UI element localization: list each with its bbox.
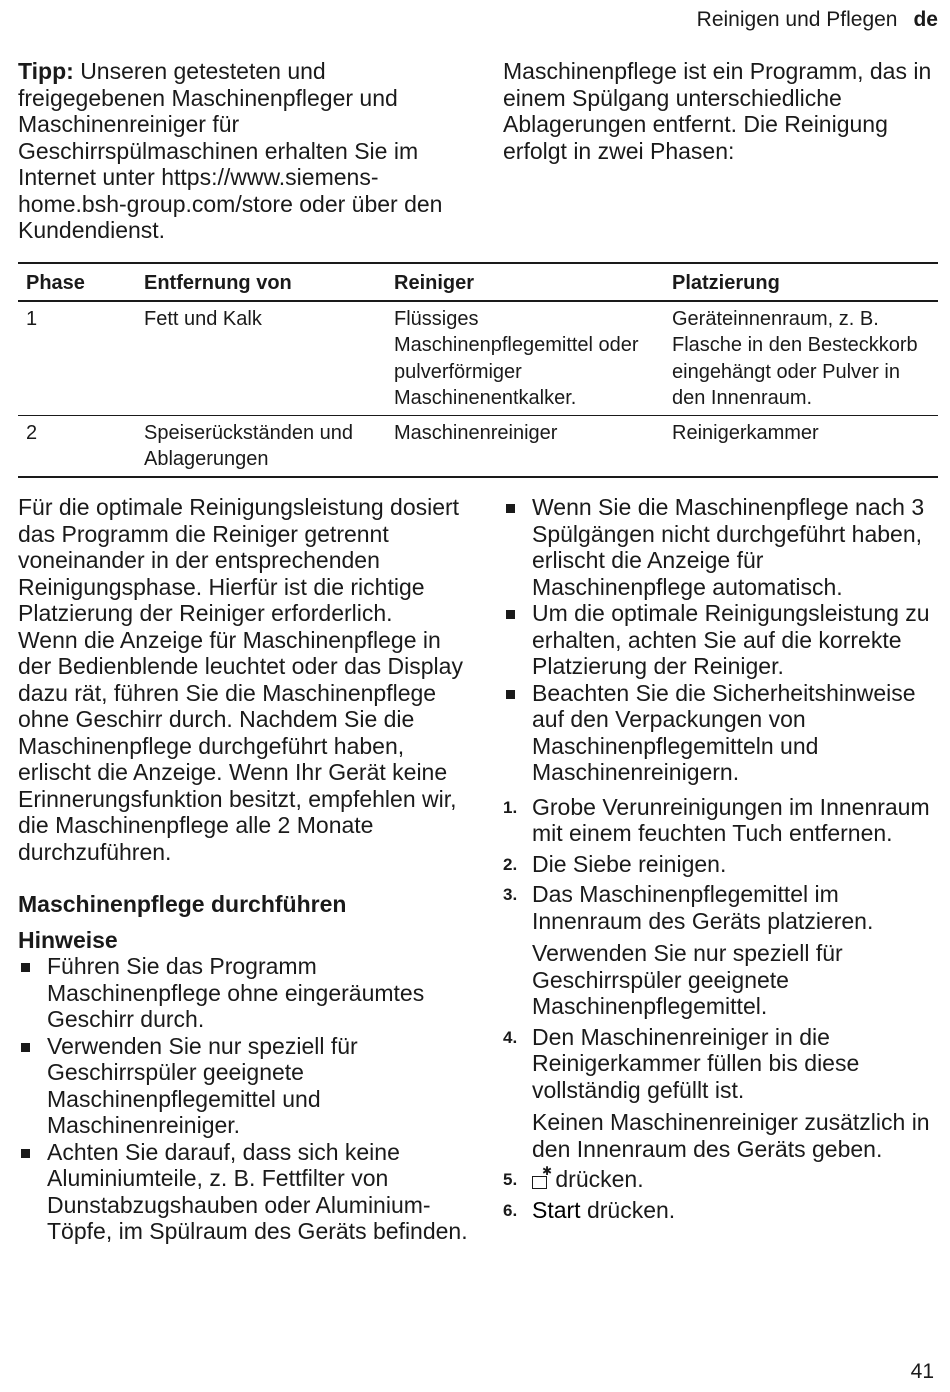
table-header-removal: Entfernung von	[136, 263, 386, 301]
step-text: Die Siebe reinigen.	[532, 850, 727, 877]
section-title: Reinigen und Pflegen	[696, 8, 898, 31]
step-text: drücken.	[555, 1166, 644, 1192]
step-number: 3.	[503, 885, 518, 904]
tip-block	[18, 58, 468, 244]
list-item: Achten Sie darauf, dass sich keine Aluminiumteile, z. B. Fettfilter von Dunstabzugshauben oder Aluminium-Töpfe, im Spülraum des Geräts befinden.	[18, 1139, 468, 1245]
notes-list-continued	[503, 494, 938, 786]
table-cell: Fett und Kalk	[136, 301, 386, 416]
step-item	[503, 1024, 938, 1163]
step-number: 1.	[503, 797, 518, 817]
list-item: Beachten Sie die Sicherheitshinweise auf den Verpackungen von Maschinenpflegemitteln und Maschinenreinigern.	[503, 680, 938, 786]
list-item: Um die optimale Reinigungsleistung zu erhalten, achten Sie auf die korrekte Platzierung der Reiniger.	[503, 600, 938, 680]
table-cell: Speiserückständen und Ablagerungen	[136, 415, 386, 477]
step-number: 2.	[503, 854, 518, 874]
phases-table	[18, 262, 938, 478]
tip-text: Unseren getesteten und freigegebenen Maschinenpfleger und Maschinenreiniger für Geschirrspülmaschinen erhalten Sie im Internet unter https://www.siemens-home.bsh-group.com/store oder über den Kundendienst.	[18, 58, 443, 243]
machine-care-program-icon: ✱	[532, 1171, 549, 1188]
step-text: Den Maschinenreiniger in die Reinigerkammer füllen bis diese vollständig gefüllt ist.	[532, 1023, 860, 1103]
step-text: Grobe Verunreinigungen im Innenraum mit einem feuchten Tuch entfernen.	[532, 793, 930, 846]
list-item: Führen Sie das Programm Maschinenpflege ohne eingeräumtes Geschirr durch.	[18, 953, 468, 1033]
notes-list	[18, 953, 468, 1245]
step-note: Keinen Maschinenreiniger zusätzlich in den Innenraum des Geräts geben.	[532, 1109, 930, 1162]
step-item	[503, 851, 938, 878]
body-paragraph: Wenn die Anzeige für Maschinenpflege in der Bedienblende leuchtet oder das Display dazu rät, führen Sie die Maschinenpflege ohne Geschirr durch. Nachdem Sie die Maschinenpflege durchgeführt haben, erlischt die Anzeige. Wenn Ihr Gerät keine Erinnerungsfunktion besitzt, empfehlen wir, die Maschinenpflege alle 2 Monate durchzuführen.	[18, 626, 463, 865]
table-row	[18, 301, 938, 416]
step-item	[503, 881, 938, 1020]
table-cell: Maschinenreiniger	[386, 415, 664, 477]
list-item: Verwenden Sie nur speziell für Geschirrspüler geeignete Maschinenpflegemittel und Maschinenreiniger.	[18, 1033, 468, 1139]
table-header-placement: Platzierung	[664, 263, 938, 301]
language-code: de	[913, 8, 938, 31]
step-number: 6.	[503, 1200, 518, 1220]
step-item	[503, 794, 938, 847]
intro-text: Maschinenpflege ist ein Programm, das in einem Spülgang unterschiedliche Ablagerungen entfernt. Die Reinigung erfolgt in zwei Phasen:	[503, 58, 932, 164]
table-cell: Flüssiges Maschinenpflegemittel oder pulverförmiger Maschinenentkalker.	[386, 301, 664, 416]
left-body	[18, 494, 468, 1245]
page-header	[697, 8, 938, 32]
step-text: drücken.	[586, 1196, 676, 1223]
step-note: Verwenden Sie nur speziell für Geschirrspüler geeignete Maschinenpflegemittel.	[532, 940, 843, 1019]
body-paragraph: Für die optimale Reinigungsleistung dosiert das Programm die Reiniger getrennt voneinander in der entsprechenden Reinigungsphase. Hierfür ist die richtige Platzierung der Reiniger erforderlich.	[18, 494, 460, 626]
table-header-phase: Phase	[18, 263, 136, 301]
right-body	[503, 494, 938, 1227]
tip-label: Tipp:	[18, 58, 74, 84]
intro-paragraph	[503, 58, 938, 164]
start-button-label: Start	[532, 1196, 581, 1223]
page-number: 41	[910, 1360, 934, 1383]
section-heading: Maschinenpflege durchführen	[18, 891, 347, 917]
list-item: Wenn Sie die Maschinenpflege nach 3 Spülgängen nicht durchgeführt haben, erlischt die Anzeige für Maschinenpflege automatisch.	[503, 494, 938, 600]
table-cell: Geräteinnenraum, z. B. Flasche in den Besteckkorb eingehängt oder Pulver in den Innenraum.	[664, 301, 938, 416]
table-cell: 2	[18, 415, 136, 477]
step-number: 4.	[503, 1027, 518, 1047]
notes-heading: Hinweise	[18, 927, 118, 953]
table-row	[18, 415, 938, 477]
table-cell: 1	[18, 301, 136, 416]
steps-list	[503, 794, 938, 1224]
table-cell: Reinigerkammer	[664, 415, 938, 477]
step-item	[503, 1197, 938, 1224]
table-header-cleaner: Reiniger	[386, 263, 664, 301]
step-number: 5.	[503, 1170, 518, 1189]
table-header-row	[18, 263, 938, 301]
step-text: Das Maschinenpflegemittel im Innenraum des Geräts platzieren.	[532, 881, 874, 934]
step-item	[503, 1166, 938, 1193]
